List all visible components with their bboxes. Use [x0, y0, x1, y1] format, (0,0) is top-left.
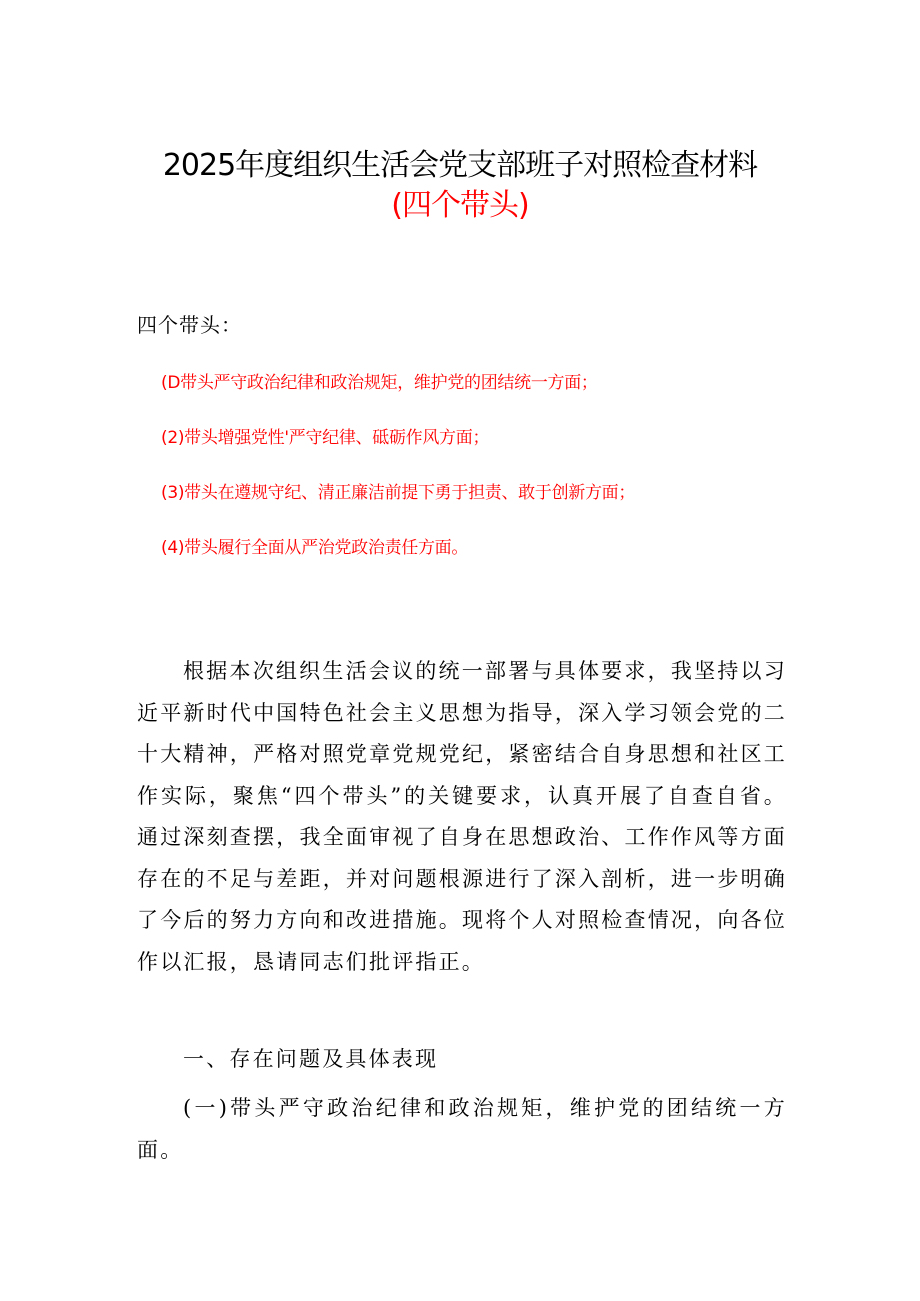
list-item: (4)带头履行全面从严治党政治责任方面。 — [161, 538, 469, 558]
lead-label: 四个带头： — [137, 313, 242, 337]
four-leads-list — [161, 368, 635, 588]
sub-heading: (一)带头严守政治纪律和政治规矩，维护党的团结统一方面。 — [137, 1096, 787, 1162]
document-subtitle: (四个带头) — [391, 188, 529, 223]
list-item: (2)带头增强党性'严守纪律、砥砺作风方面； — [161, 428, 490, 448]
intro-paragraph: 根据本次组织生活会议的统一部署与具体要求，我坚持以习近平新时代中国特色社会主义思想为指导，深入学习领会党的二十大精神，严格对照党章党规党纪，紧密结合自身思想和社区工作实际，聚焦“四个带头”的关键要求，认真开展了自查自省。通过深刻查摆，我全面审视了自身在思想政治、工作作风等方面存在的不足与差距，并对问题根源进行了深入剖析，进一步明确了今后的努力方向和改进措施。现将个人对照检查情况，向各位作以汇报，恳请同志们批评指正。 — [137, 659, 787, 974]
section-heading: 一、存在问题及具体表现 — [183, 1047, 439, 1071]
list-item: (D带头严守政治纪律和政治规矩，维护党的团结统一方面； — [161, 373, 598, 393]
list-item: (3)带头在遵规守纪、清正廉洁前提下勇于担责、敢于创新方面； — [161, 483, 636, 503]
document-title: 2025年度组织生活会党支部班子对照检查材料 — [162, 148, 758, 183]
